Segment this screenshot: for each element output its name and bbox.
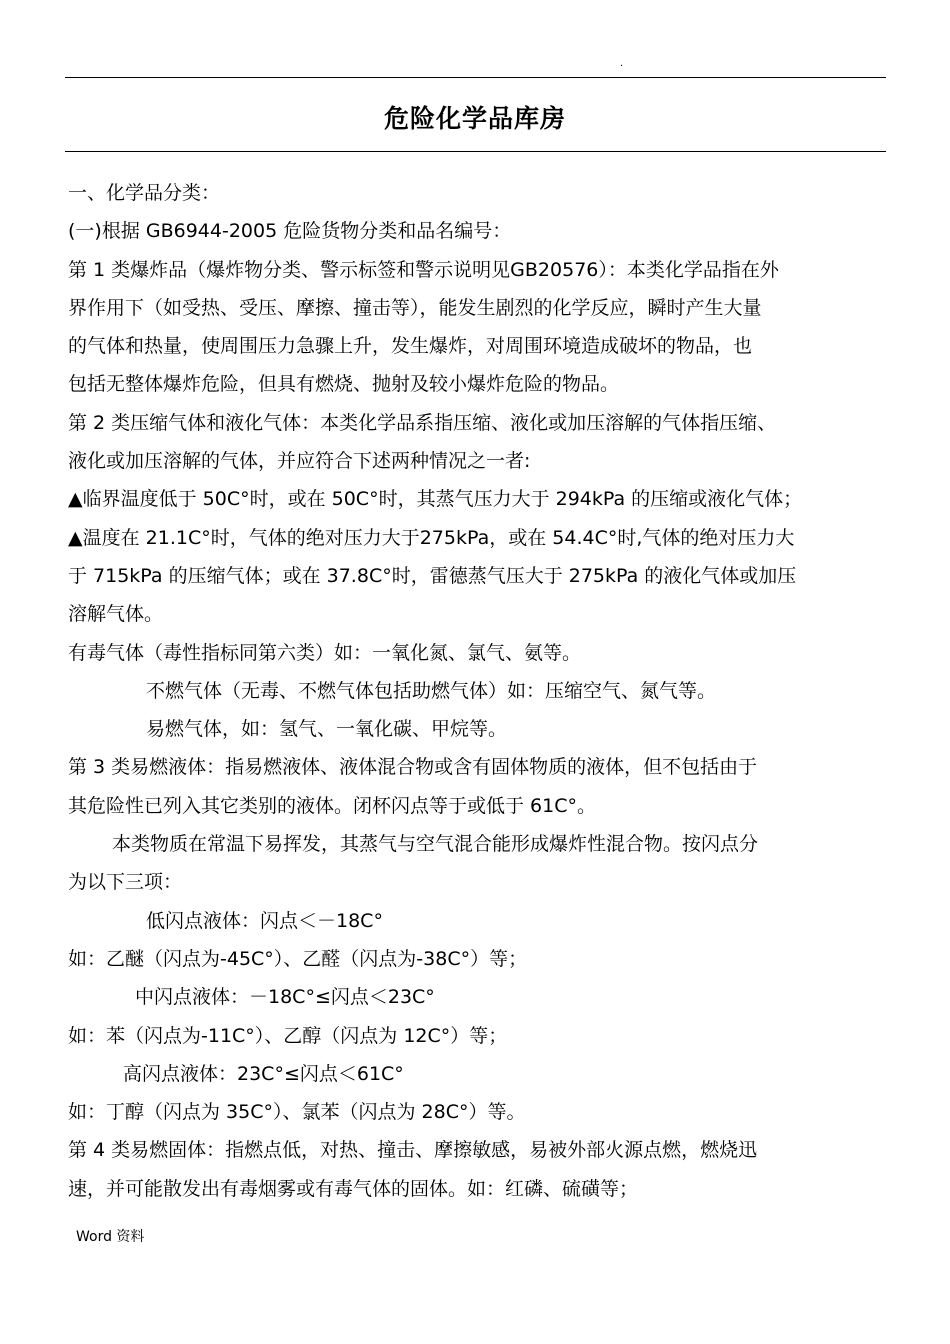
text-line: 的气体和热量，使周围压力急骤上升，发生爆炸，对周围环境造成破坏的物品，也 bbox=[68, 335, 753, 358]
text-line: 本类物质在常温下易挥发，其蒸气与空气混合能形成爆炸性混合物。按闪点分 bbox=[112, 833, 759, 856]
text-line: 第 4 类易燃固体：指燃点低，对热、撞击、摩擦敏感，易被外部火源点燃，燃烧迅 bbox=[68, 1139, 758, 1162]
text-line: 包括无整体爆炸危险，但具有燃烧、抛射及较小爆炸危险的物品。 bbox=[68, 373, 620, 396]
text-line: ▲温度在 21.1C°时，气体的绝对压力大于275kPa，或在 54.4C°时,气体的绝对压力大 bbox=[68, 526, 795, 549]
text-line: 为以下三项： bbox=[68, 871, 183, 894]
text-line: 液化或加压溶解的气体，并应符合下述两种情况之一者: bbox=[68, 450, 531, 473]
text-line: 第 1 类爆炸品（爆炸物分类、警示标签和警示说明见GB20576）：本类化学品指在外 bbox=[68, 258, 779, 281]
page-footer: Word 资料 bbox=[76, 1229, 145, 1245]
text-line: 界作用下（如受热、受压、摩擦、撞击等），能发生剧烈的化学反应，瞬时产生大量 bbox=[68, 296, 762, 319]
text-line: 于 715kPa 的压缩气体；或在 37.8C°时，雷德蒸气压大于 275kPa 的液化气体或加压 bbox=[68, 564, 797, 587]
text-line: (一)根据 GB6944-2005 危险货物分类和品名编号： bbox=[68, 220, 512, 243]
text-line: 第 3 类易燃液体：指易燃液体、液体混合物或含有固体物质的液体，但不包括由于 bbox=[68, 756, 758, 779]
text-line: 有毒气体（毒性指标同第六类）如：一氧化氮、氯气、氨等。 bbox=[68, 641, 582, 664]
text-line: ▲临界温度低于 50C°时，或在 50C°时，其蒸气压力大于 294kPa 的压缩或液化气体； bbox=[68, 488, 803, 511]
text-line: 易燃气体，如：氢气、一氧化碳、甲烷等。 bbox=[146, 718, 508, 741]
text-line: 一、化学品分类： bbox=[68, 182, 221, 204]
text-line: 如：乙醚（闪点为-45C°）、乙醛（闪点为-38C°）等； bbox=[68, 947, 528, 970]
header-mark: . bbox=[620, 58, 624, 69]
title-rule bbox=[65, 151, 886, 152]
text-line: 高闪点液体：23C°≤闪点＜61C° bbox=[123, 1062, 404, 1085]
text-line: 其危险性已列入其它类别的液体。闭杯闪点等于或低于 61C°。 bbox=[68, 794, 596, 817]
text-line: 第 2 类压缩气体和液化气体：本类化学品系指压缩、液化或加压溶解的气体指压缩、 bbox=[68, 411, 777, 434]
text-line: 速，并可能散发出有毒烟雾或有毒气体的固体。如：红磷、硫磺等； bbox=[68, 1177, 639, 1200]
text-line: 中闪点液体：－18C°≤闪点＜23C° bbox=[135, 986, 435, 1009]
text-line: 如：丁醇（闪点为 35C°）、氯苯（闪点为 28C°）等。 bbox=[68, 1101, 526, 1124]
text-line: 如：苯（闪点为-11C°）、乙醇（闪点为 12C°）等； bbox=[68, 1024, 508, 1047]
text-line: 低闪点液体：闪点＜－18C° bbox=[146, 909, 383, 932]
text-line: 溶解气体。 bbox=[68, 603, 164, 626]
text-line: 不燃气体（无毒、不燃气体包括助燃气体）如：压缩空气、氮气等。 bbox=[146, 679, 717, 702]
document-body bbox=[68, 174, 888, 1208]
header-rule bbox=[65, 77, 886, 78]
document-title: 危险化学品库房 bbox=[383, 104, 566, 133]
